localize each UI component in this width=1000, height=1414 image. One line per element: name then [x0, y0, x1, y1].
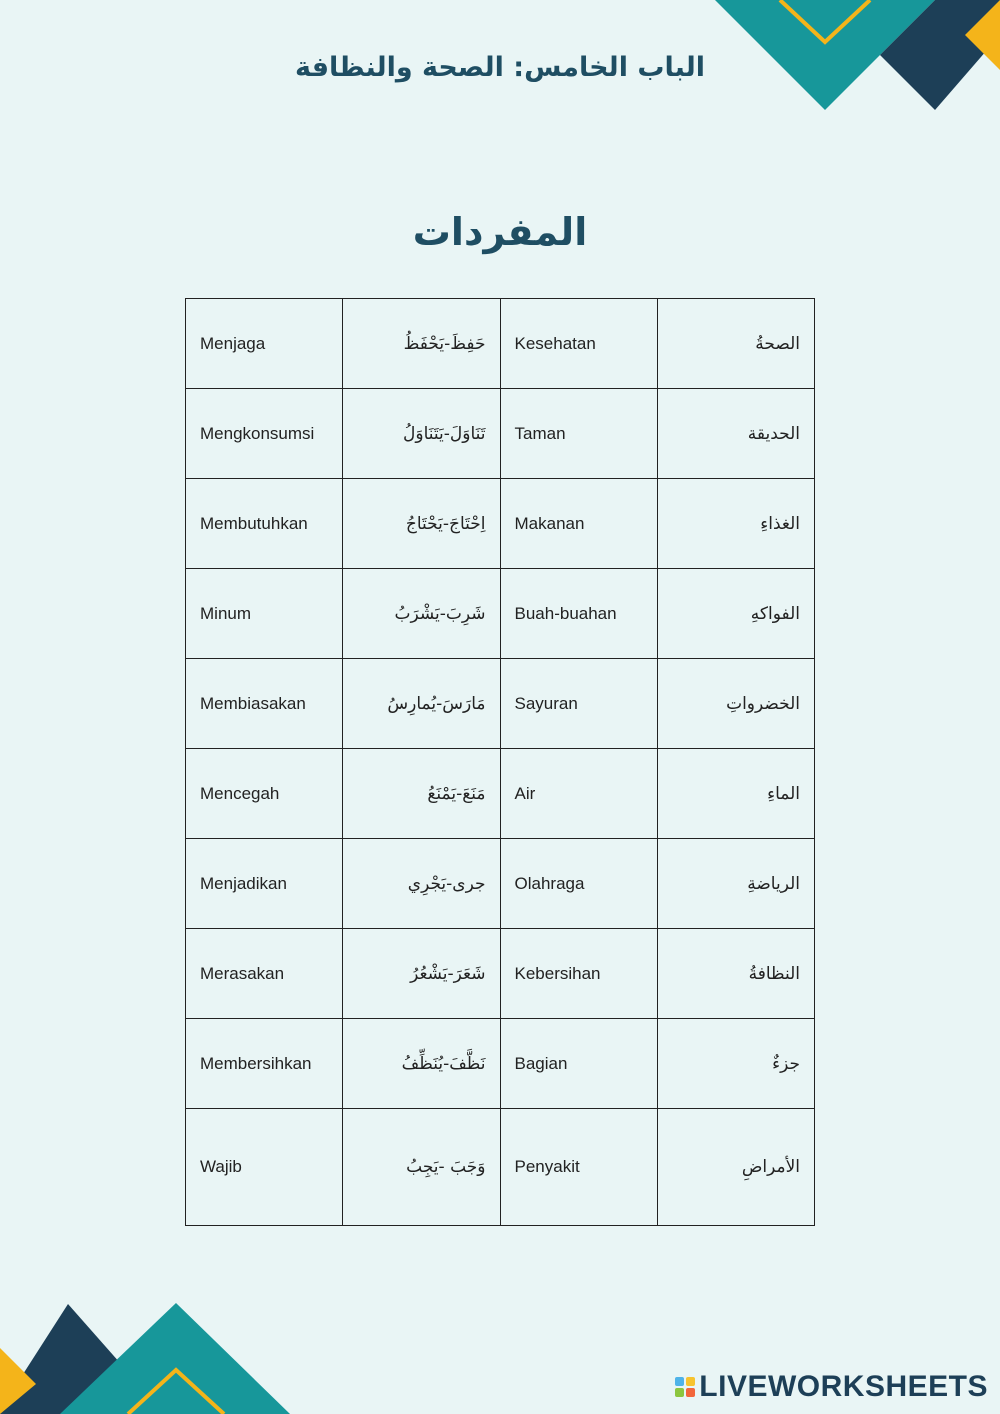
noun-meaning-cell: Bagian	[500, 1019, 657, 1109]
page-title: المفردات	[412, 210, 588, 254]
arabic-noun-cell: الفواكهِ	[657, 569, 814, 659]
verb-meaning-cell: Mengkonsumsi	[186, 389, 343, 479]
arabic-verb-cell: تَنَاوَلَ-يَتَنَاوَلُ	[343, 389, 500, 479]
noun-meaning-cell: Sayuran	[500, 659, 657, 749]
noun-meaning-cell: Kesehatan	[500, 299, 657, 389]
arabic-verb-cell: شَعَرَ-يَشْعُرُ	[343, 929, 500, 1019]
arabic-verb-cell: حَفِظَ-يَحْفَظُ	[343, 299, 500, 389]
noun-meaning-cell: Kebersihan	[500, 929, 657, 1019]
arabic-verb-cell: شَرِبَ-يَشْرَبُ	[343, 569, 500, 659]
arabic-noun-cell: الرياضةِ	[657, 839, 814, 929]
arabic-noun-cell: الخضرواتِ	[657, 659, 814, 749]
chapter-title: الباب الخامس: الصحة والنظافة	[294, 52, 706, 83]
verb-meaning-cell: Membutuhkan	[186, 479, 343, 569]
table-row	[186, 659, 815, 749]
arabic-verb-cell: مَنَعَ-يَمْنَعُ	[343, 749, 500, 839]
verb-meaning-cell: Membersihkan	[186, 1019, 343, 1109]
arabic-noun-cell: الصحةُ	[657, 299, 814, 389]
bottom-left-decoration	[0, 1300, 290, 1414]
table-row	[186, 299, 815, 389]
table-row	[186, 929, 815, 1019]
table-row	[186, 839, 815, 929]
arabic-verb-cell: وَجَبَ -يَجِبُ	[343, 1109, 500, 1226]
noun-meaning-cell: Olahraga	[500, 839, 657, 929]
noun-meaning-cell: Penyakit	[500, 1109, 657, 1226]
arabic-verb-cell: مَارَسَ-يُمارِسُ	[343, 659, 500, 749]
arabic-noun-cell: الحديقة	[657, 389, 814, 479]
arabic-noun-cell: الأمراضِ	[657, 1109, 814, 1226]
verb-meaning-cell: Mencegah	[186, 749, 343, 839]
verb-meaning-cell: Minum	[186, 569, 343, 659]
brand-text: LIVEWORKSHEETS	[699, 1370, 988, 1403]
table-row	[186, 1109, 815, 1226]
table-row	[186, 479, 815, 569]
verb-meaning-cell: Wajib	[186, 1109, 343, 1226]
arabic-noun-cell: الماءِ	[657, 749, 814, 839]
verb-meaning-cell: Menjadikan	[186, 839, 343, 929]
table-row	[186, 569, 815, 659]
arabic-verb-cell: اِحْتَاجَ-يَحْتَاجُ	[343, 479, 500, 569]
noun-meaning-cell: Air	[500, 749, 657, 839]
verb-meaning-cell: Merasakan	[186, 929, 343, 1019]
vocabulary-table	[185, 298, 815, 1226]
table-row	[186, 1019, 815, 1109]
arabic-verb-cell: نَظَّفَ-يُنَظِّفُ	[343, 1019, 500, 1109]
arabic-noun-cell: النظافةُ	[657, 929, 814, 1019]
verb-meaning-cell: Membiasakan	[186, 659, 343, 749]
liveworksheets-brand	[675, 1370, 988, 1404]
verb-meaning-cell: Menjaga	[186, 299, 343, 389]
table-row	[186, 749, 815, 839]
noun-meaning-cell: Taman	[500, 389, 657, 479]
arabic-verb-cell: جرى-يَجْرِي	[343, 839, 500, 929]
noun-meaning-cell: Buah-buahan	[500, 569, 657, 659]
arabic-noun-cell: جزءٌ	[657, 1019, 814, 1109]
table-row	[186, 389, 815, 479]
liveworksheets-logo-icon	[675, 1377, 695, 1397]
noun-meaning-cell: Makanan	[500, 479, 657, 569]
arabic-noun-cell: الغذاءِ	[657, 479, 814, 569]
